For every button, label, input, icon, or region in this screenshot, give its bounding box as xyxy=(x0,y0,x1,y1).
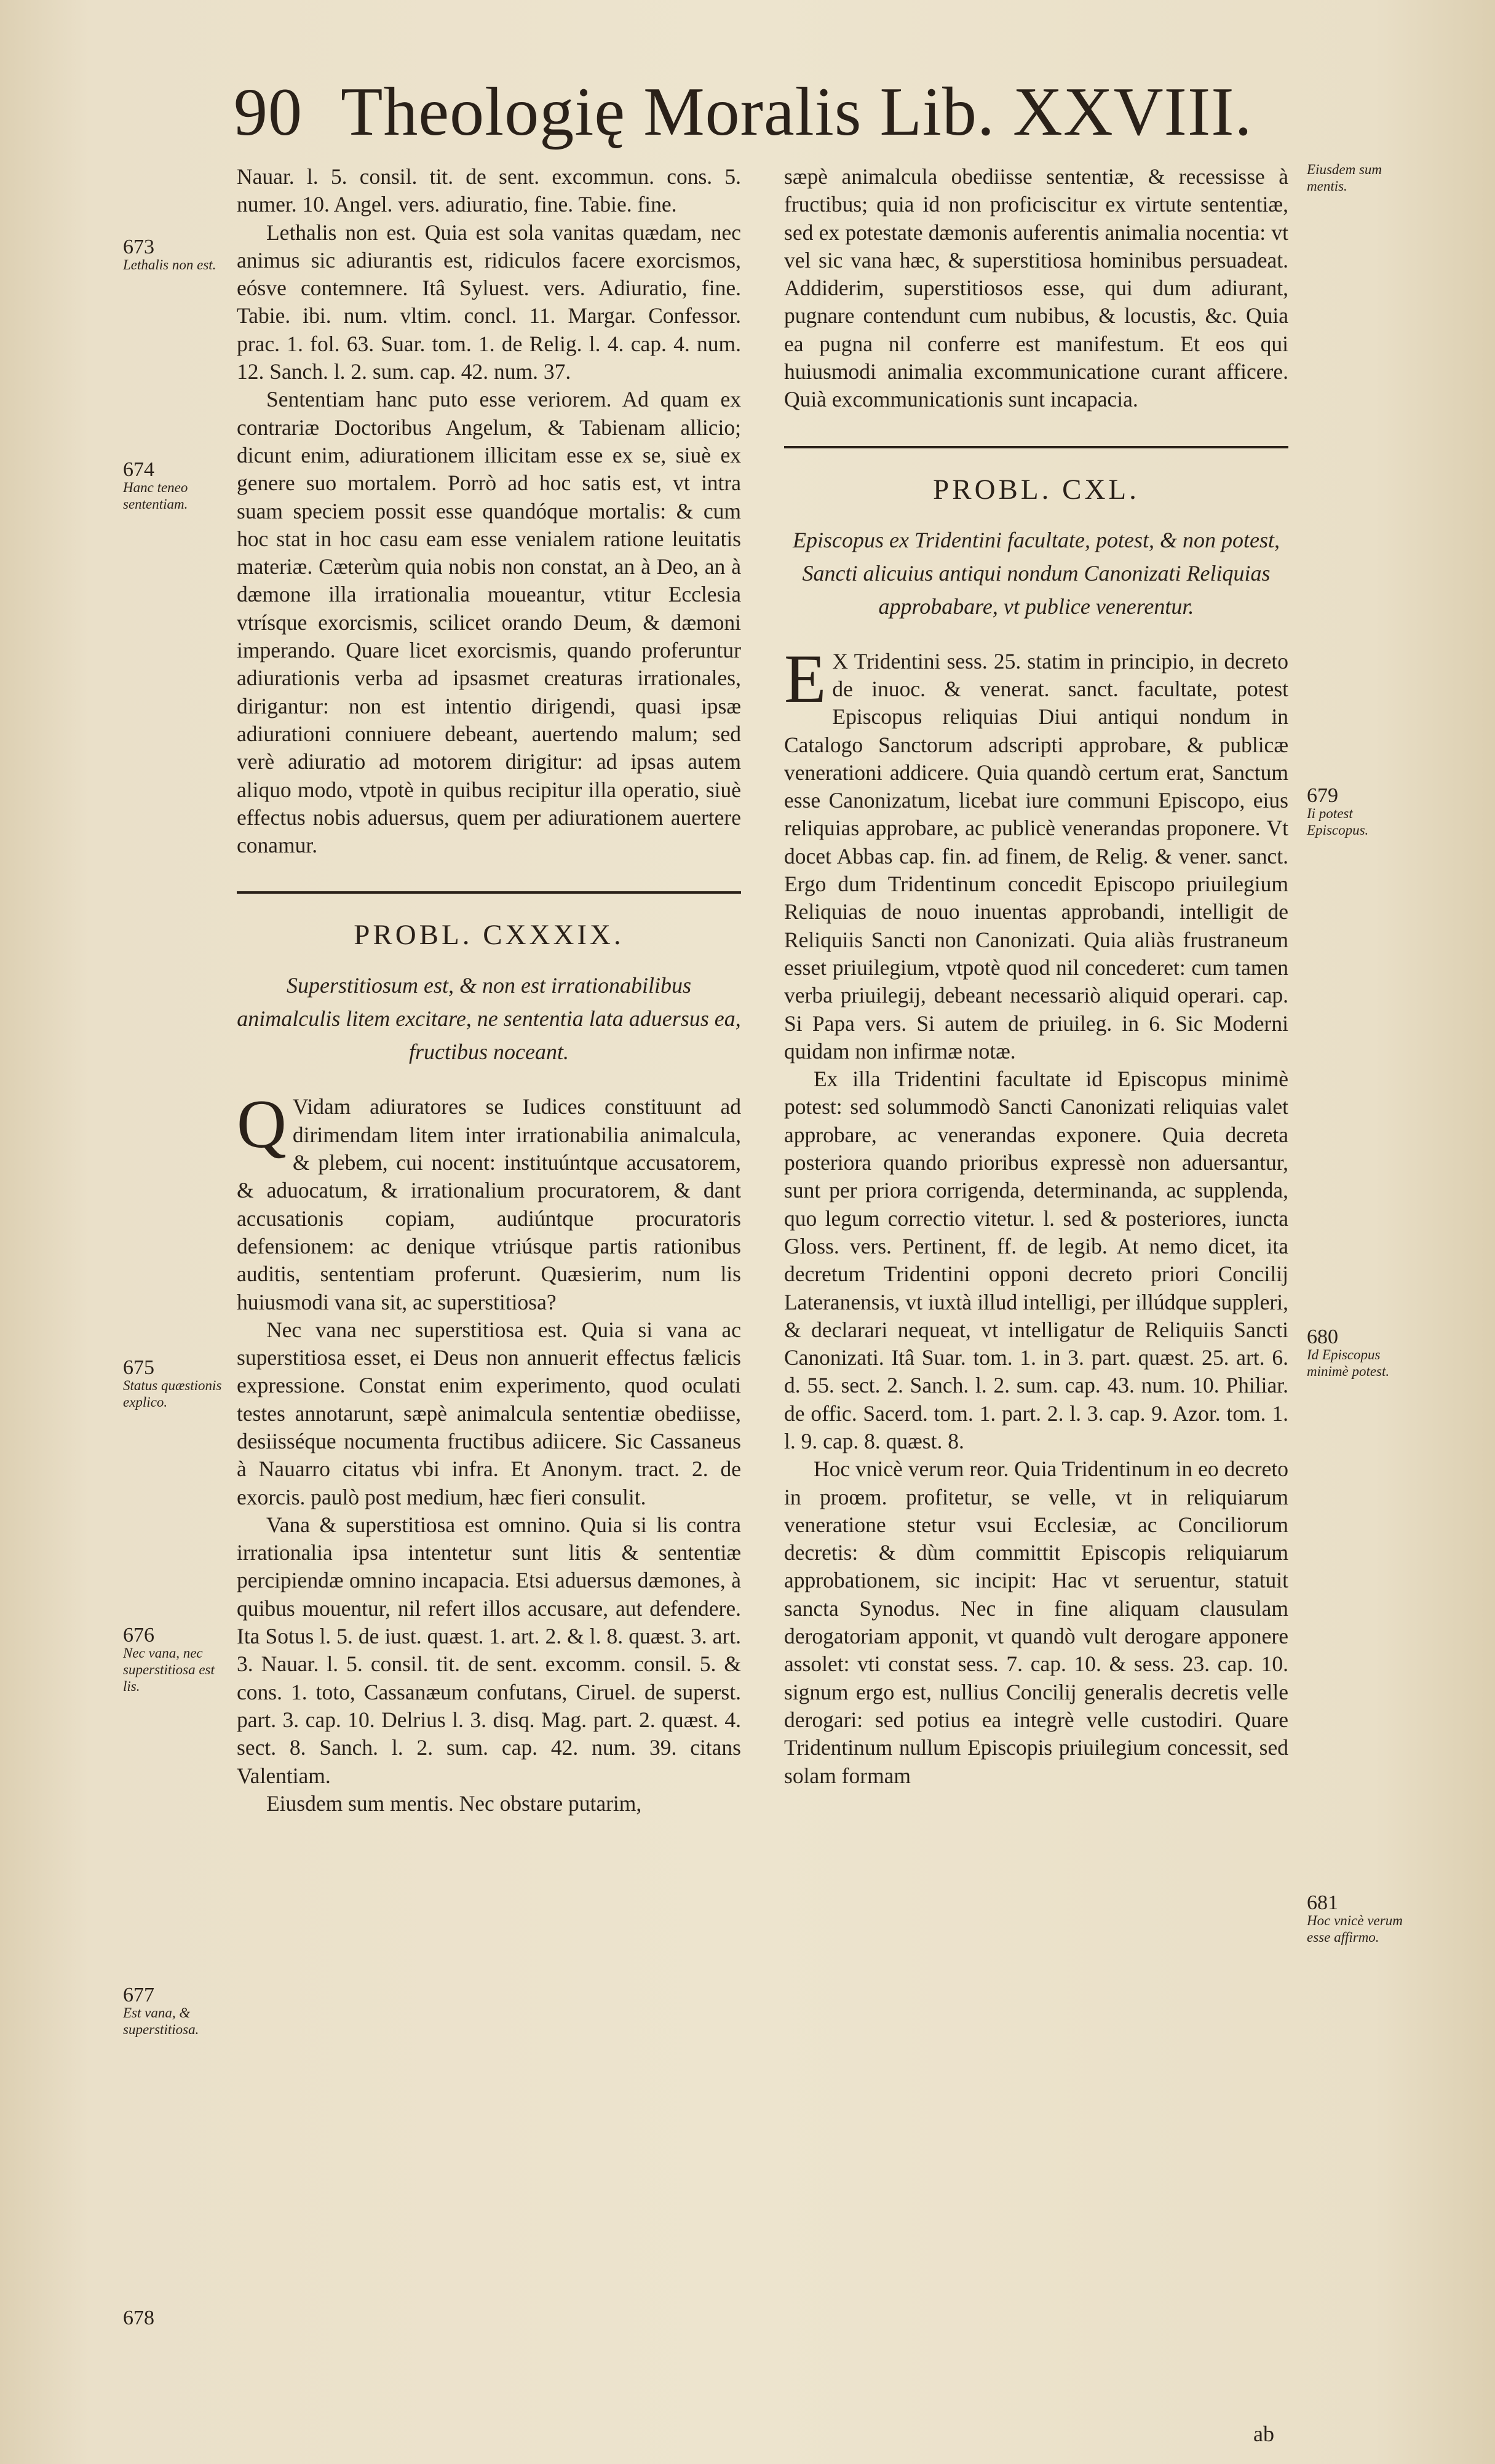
margin-note-675 xyxy=(123,1356,234,1410)
margin-text: Eiusdem sum mentis. xyxy=(1307,162,1382,194)
problem-subtitle: Episcopus ex Tridentini facultate, potest, & non potest, Sancti alicuius antiqui nondum Canonizati Reliquias approbabare, vt publice venerentur. xyxy=(793,527,1280,619)
margin-number: 676 xyxy=(123,1624,154,1647)
paragraph-679: EX Tridentini sess. 25. statim in principio, in decreto de inuoc. & venerat. sanct. facultate, potest Episcopus reliquias Diui antiqui nondum in Catalogo Sanctorum adscripti approbare, & publicæ venerationi addicere. Quia quandò certum erat, Sanctum esse Canonizatum, licebat iure communi Episcopo, eius reliquias approbare, ac publicè venerandas proponere. Vt docet Abbas cap. fin. ad finem, de Relig. & vener. sanct. Ergo dum Tridentinum concedit Episcopo priuilegium Reliquias de nouo inuentas approbandi, intelligit de Reliquiis Sancti non Canonizati. Quia aliàs frustraneum esset priuilegium, vtpotè quod nil concederet: cum tamen verba priuilegij, debeant necessariò aliquid operari. cap. Si Papa vers. Si autem de priuileg. in 6. Sic Moderni quidam non infirmæ notæ. xyxy=(784,640,1288,1063)
right-column xyxy=(784,163,1288,1790)
left-column xyxy=(237,163,741,1818)
margin-note-678 xyxy=(123,2307,234,2329)
margin-note-681 xyxy=(1307,1891,1411,1945)
margin-note-674 xyxy=(123,458,234,512)
margin-text: Nec vana, nec superstitiosa est lis. xyxy=(123,1645,215,1694)
margin-number: 677 xyxy=(123,1984,154,2006)
margin-text: Lethalis non est. xyxy=(123,257,216,272)
paragraph-674: Sententiam hanc puto esse veriorem. Ad quam ex contrariæ Doctoribus Angelum, & Tabienam allicio; dicunt enim, adiurationem illicitam esse ex se, siuè ex genere suo mortalem. Porrò ad hoc satis est, vt intra suam speciem possit esse quandóque mortalis: & cum hoc stat in hoc casu eam esse venialem ratione leuitatis materiæ. Cæterùm quia nobis non constat, an à Deo, an à dæmone illa irrationalia moueantur, vtitur Ecclesia vtrísque exorcismis, scilicet orando Deum, & dæmoni imperando. Quare licet exorcismis, quando proferuntur adiurationis verba ad ipsasmet creaturas irrationales, dirigantur: non est intentio dirigendi, quasi ipsæ adiurationi conniuere debeant, auertendo malum; sed verè adiuratio ad motorem dirigitur: ad ipsas autem aliquo modo, vtpotè in quibus recipitur illa operatio, siuè effectus nobis aduersus, quem per adiurationem auertere conamur. xyxy=(237,387,741,858)
margin-number: 680 xyxy=(1307,1325,1338,1348)
page-number: 90 xyxy=(234,74,303,149)
paragraph-673: Lethalis non est. Quia est sola vanitas quædam, nec animus sic adiurantis est, ridiculos facere exorcismos, eósve contemnere. Itâ Syluest. vers. Adiuratio, fine. Tabie. ibi. num. vltim. concl. 11. Margar. Confessor. prac. 1. fol. 63. Suar. tom. 1. de Relig. l. 4. cap. 4. num. 12. Sanch. l. 2. sum. cap. 42. num. 37. xyxy=(237,220,741,384)
margin-text: Id Episcopus minimè potest. xyxy=(1307,1347,1390,1379)
paragraph-677: Vana & superstitiosa est omnino. Quia si lis contra irrationalia ipsa intentetur sunt litis & sententiæ percipiendæ omnino incapacia. Etsi aduersus dæmones, à quibus mouentur, nil refert illos accusare, aut defendere. Ita Sotus l. 5. de iust. quæst. 1. art. 2. & l. 8. quæst. 3. art. 3. Nauar. l. 5. consil. tit. de sent. excomm. consil. 5. & cons. 1. toto, Cassanæum confutans, Ciruel. de superst. part. 3. cap. 10. Delrius l. 3. disq. Mag. part. 2. quæst. 4. sect. 8. Sanch. l. 2. sum. cap. 42. num. 39. citans Valentiam. xyxy=(237,1512,741,1788)
margin-note-679 xyxy=(1307,784,1411,838)
paragraph-681: Hoc vnicè verum reor. Quia Tridentinum in eo decreto in proœm. profitetur, se velle, vt in reliquiarum veneratione stetur vsui Ecclesiæ, ac Conciliorum decretis: & dùm committit Episcopis reliquiarum approbationem, sic incipit: Hac vt seruentur, statuit sancta Synodus. Nec in fine aliquam clausulam derogatoriam apponit, vt quandò vult derogare apponere assolet: vti constat sess. 7. cap. 10. & sess. 23. cap. 10. signum ergo est, nullius Concilij generalis decretis velle derogari: sed potius ea integrè velle custodiri. Quare Tridentinum nullum Episcopis priuilegium concessit, sed solam formam xyxy=(784,1457,1288,1788)
margin-text: Ii potest Episcopus. xyxy=(1307,806,1369,838)
catchword: ab xyxy=(1253,2422,1274,2446)
margin-number: 673 xyxy=(123,236,154,258)
paragraph: Nauar. l. 5. consil. tit. de sent. excommun. cons. 5. numer. 10. Angel. vers. adiuratio, fine. Tabie. fine. xyxy=(237,164,741,217)
margin-number: 678 xyxy=(123,2307,154,2329)
paragraph-675: QVidam adiuratores se Iudices constituunt ad dirimendam litem inter irrationabilia animalcula, & plebem, cui nocent: instituúntque accusatorem, & aduocatum, & irrationalium procuratorem, & dant accusationis copiam, audiúntque procuratoris defensionem: ac denique vtriúsque partis rationibus auditis, sententiam proferunt. Quæsierim, num lis huiusmodi vana sit, ac superstitiosa? xyxy=(237,1086,741,1314)
problem-title: PROBL. CXXXIX. xyxy=(354,919,624,952)
margin-note-676 xyxy=(123,1624,234,1695)
margin-number: 674 xyxy=(123,458,154,481)
margin-text: Hanc teneo sententiam. xyxy=(123,480,188,512)
margin-note-677 xyxy=(123,1984,234,2038)
margin-text: Est vana, & superstitiosa. xyxy=(123,2005,199,2037)
margin-number: 675 xyxy=(123,1356,154,1379)
paragraph-680: Ex illa Tridentini facultate id Episcopus minimè potest: sed solummodò Sancti Canonizati reliquias valet approbare, ac venerandas exponere. Quia decreta posteriora quando prioribus expressè non aduersantur, sunt per priora corrigenda, determinanda, ac supplenda, quo legum correctio vitetur. l. sed & posteriores, iuncta Gloss. vers. Pertinent, ff. de legib. At nemo dicet, ita decretum Tridentini opponi decreto priori Concilij Lateranensis, vt iuxtà illud intelligi, per illúdque suppleri, & declarari nequeat, vt intelligatur de Reliquiis Sancti Canonizati. Itâ Suar. tom. 1. in 3. part. quæst. 25. art. 6. d. 55. sect. 2. Sanch. l. 2. sum. cap. 43. num. 10. Philiar. de offic. Sacerd. tom. 1. part. 2. l. 3. cap. 9. Azor. tom. 1. l. 9. cap. 8. quæst. 8. xyxy=(784,1067,1288,1453)
running-head: Theologię Moralis Lib. XXVIII. xyxy=(341,74,1253,150)
section-rule xyxy=(784,446,1288,448)
paragraph-678: Eiusdem sum mentis. Nec obstare putarim, xyxy=(266,1790,642,1816)
margin-note-right-1 xyxy=(1307,161,1411,194)
section-rule xyxy=(237,891,741,894)
margin-text: Hoc vnicè verum esse affirmo. xyxy=(1307,1913,1403,1945)
paragraph: sæpè animalcula obediisse sententiæ, & recessisse à fructibus; quia id non proficiscitur ex virtute sententiæ, sed ex potestate dæmonis auferentis animalia nocentia: vt vel sic vana hæc, & superstitiosa hominibus persuadeat. Addiderim, superstitiosos esse, qui dum adiurant, pugnare contendunt cum nubibus, & locustis, &c. Quia ea pugna nil conferre est manifestum. Et eos qui huiusmodi animalia excommunicatione curant afficere. Quià excommunicationis sunt incapacia. xyxy=(784,164,1288,412)
margin-note-673 xyxy=(123,236,234,273)
page-header xyxy=(234,73,1291,165)
problem-subtitle: Superstitiosum est, & non est irrationabilibus animalculis litem excitare, ne sententia lata aduersus ea, fructibus noceant. xyxy=(237,973,741,1065)
margin-text: Status quæstionis explico. xyxy=(123,1378,222,1410)
margin-number: 681 xyxy=(1307,1891,1338,1914)
margin-number: 679 xyxy=(1307,784,1338,807)
margin-note-680 xyxy=(1307,1325,1411,1380)
problem-title: PROBL. CXL. xyxy=(933,473,1140,506)
paragraph-676: Nec vana nec superstitiosa est. Quia si vana ac superstitiosa esset, ei Deus non annuerit effectus fælicis expressione. Constat enim experimento, quod oculati testes annotarunt, sæpè animalcula sententiæ obediisse, desiisséque nocumenta fructibus adiicere. Sic Cassaneus à Nauarro citatus vbi infra. Et Anonym. tract. 2. de exorcis. paulò post medium, hæc fieri consulit. xyxy=(237,1317,741,1509)
